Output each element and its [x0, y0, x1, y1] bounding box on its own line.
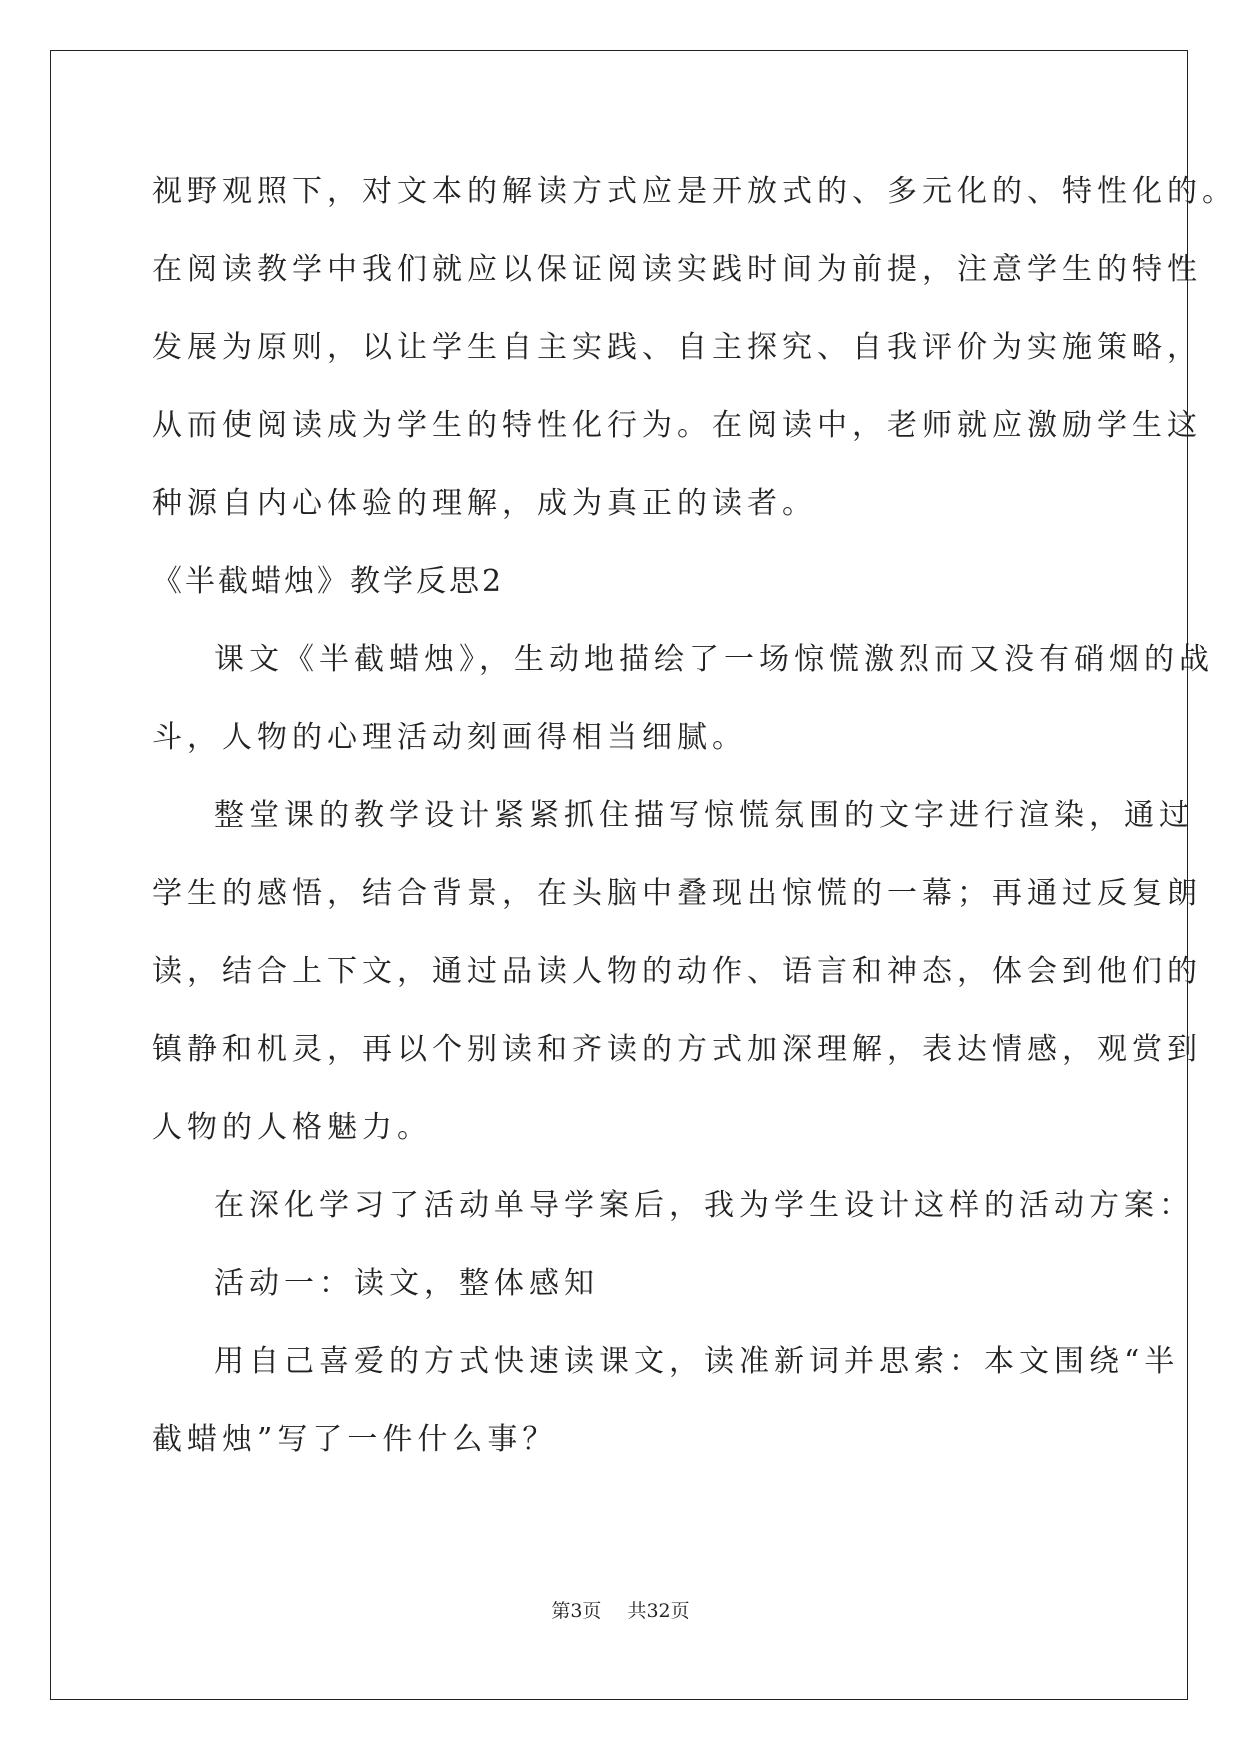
text-line: 人物的人格魅力。 [152, 1110, 432, 1145]
text-line: 在阅读教学中我们就应以保证阅读实践时间为前提，注意学生的特性 [152, 252, 1202, 287]
text-line: 学生的感悟，结合背景，在头脑中叠现出惊慌的一幕；再通过反复朗 [152, 876, 1202, 911]
text-line: 课文《半截蜡烛》，生动地描绘了一场惊慌激烈而又没有硝烟的战 [214, 642, 1214, 677]
text-line: 读，结合上下文，通过品读人物的动作、语言和神态，体会到他们的 [152, 954, 1202, 989]
text-line: 在深化学习了活动单导学案后，我为学生设计这样的活动方案： [214, 1188, 1194, 1223]
text-line: 发展为原则，以让学生自主实践、自主探究、自我评价为实施策略， [152, 330, 1202, 365]
text-line: 镇静和机灵，再以个别读和齐读的方式加深理解，表达情感，观赏到 [152, 1032, 1202, 1067]
text-line: 整堂课的教学设计紧紧抓住描写惊慌氛围的文字进行渲染，通过 [214, 798, 1194, 833]
text-line: 截蜡烛”写了一件什么事？ [152, 1422, 558, 1457]
page-footer [0, 1596, 1241, 1623]
page-total: 共32页 [627, 1600, 690, 1622]
page-number: 第3页 [551, 1600, 602, 1622]
section-heading: 《半截蜡烛》教学反思2 [152, 564, 505, 599]
text-line: 用自己喜爱的方式快速读课文，读准新词并思索：本文围绕“半 [214, 1344, 1180, 1379]
text-line: 从而使阅读成为学生的特性化行为。在阅读中，老师就应激励学生这 [152, 408, 1202, 443]
text-line: 斗，人物的心理活动刻画得相当细腻。 [152, 720, 747, 755]
text-line: 活动一：读文，整体感知 [214, 1266, 599, 1301]
text-line: 种源自内心体验的理解，成为真正的读者。 [152, 486, 817, 521]
text-line: 视野观照下，对文本的解读方式应是开放式的、多元化的、特性化的。 [152, 174, 1237, 209]
